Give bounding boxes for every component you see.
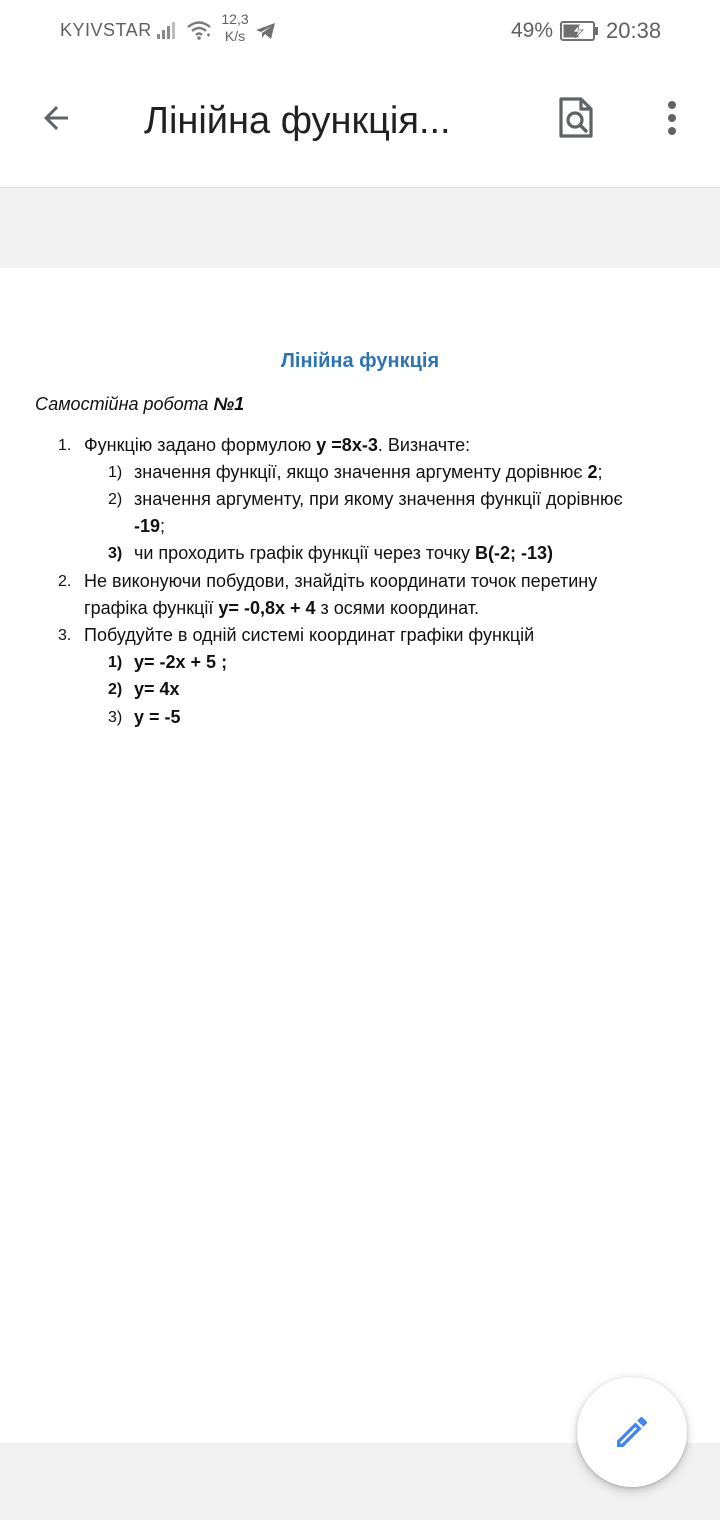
- document-title: Лінійна функція...: [144, 100, 451, 142]
- doc-subtitle: Самостійна робота №1: [35, 394, 245, 414]
- sublist-number: 1): [108, 464, 123, 481]
- arrow-left-icon: [38, 100, 74, 136]
- question-1-item: значення аргументу, при якому значення функції дорівнює: [134, 489, 623, 509]
- sublist-number: 3): [108, 709, 123, 726]
- function-formula: у= 4х: [134, 679, 180, 699]
- sublist-number: 1): [108, 654, 123, 671]
- sublist-number: 2): [108, 491, 123, 508]
- question-1-item: значення функції, якщо значення аргументу дорівнює 2;: [134, 462, 603, 482]
- question-3-text: Побудуйте в одній системі координат графіки функцій: [84, 625, 535, 645]
- list-number: 3.: [58, 627, 72, 644]
- find-in-page-icon: [556, 96, 596, 140]
- app-bar: [0, 62, 720, 188]
- more-vert-icon: [666, 100, 678, 136]
- question-1-item-cont: -19;: [134, 516, 166, 536]
- function-formula: у= -2х + 5 ;: [134, 652, 228, 672]
- sublist-number: 3): [108, 545, 123, 562]
- find-in-page-button[interactable]: [550, 92, 602, 144]
- edit-fab-button[interactable]: [577, 1377, 687, 1487]
- doc-heading: Лінійна функція: [280, 350, 440, 372]
- question-2-text-cont: графіка функції у= -0,8х + 4 з осями координат.: [84, 598, 480, 618]
- list-number: 1.: [58, 437, 72, 454]
- sublist-number: 2): [108, 681, 123, 698]
- battery-charging-icon: [560, 20, 600, 42]
- question-1-item: чи проходить графік функції через точку В(-2; -13): [134, 543, 553, 563]
- question-1-text: Функцію задано формулою у =8х-3. Визначте:: [84, 435, 471, 455]
- carrier-label: KYIVSTAR: [60, 20, 152, 40]
- pencil-edit-icon: [612, 1412, 652, 1452]
- question-2-text: Не виконуючи побудови, знайдіть координати точок перетину: [84, 571, 598, 591]
- list-number: 2.: [58, 573, 72, 590]
- function-formula: у = -5: [134, 707, 181, 727]
- more-options-button[interactable]: [646, 92, 698, 144]
- wifi-icon: [186, 19, 214, 41]
- signal-icon: [156, 20, 180, 40]
- telegram-icon: [254, 21, 278, 41]
- battery-percent: 49%: [511, 19, 554, 42]
- document-page: [0, 268, 720, 1443]
- back-button[interactable]: [30, 92, 82, 144]
- clock: 20:38: [606, 18, 662, 43]
- status-bar: [0, 0, 720, 62]
- network-speed: 12,3 K/s: [221, 11, 249, 44]
